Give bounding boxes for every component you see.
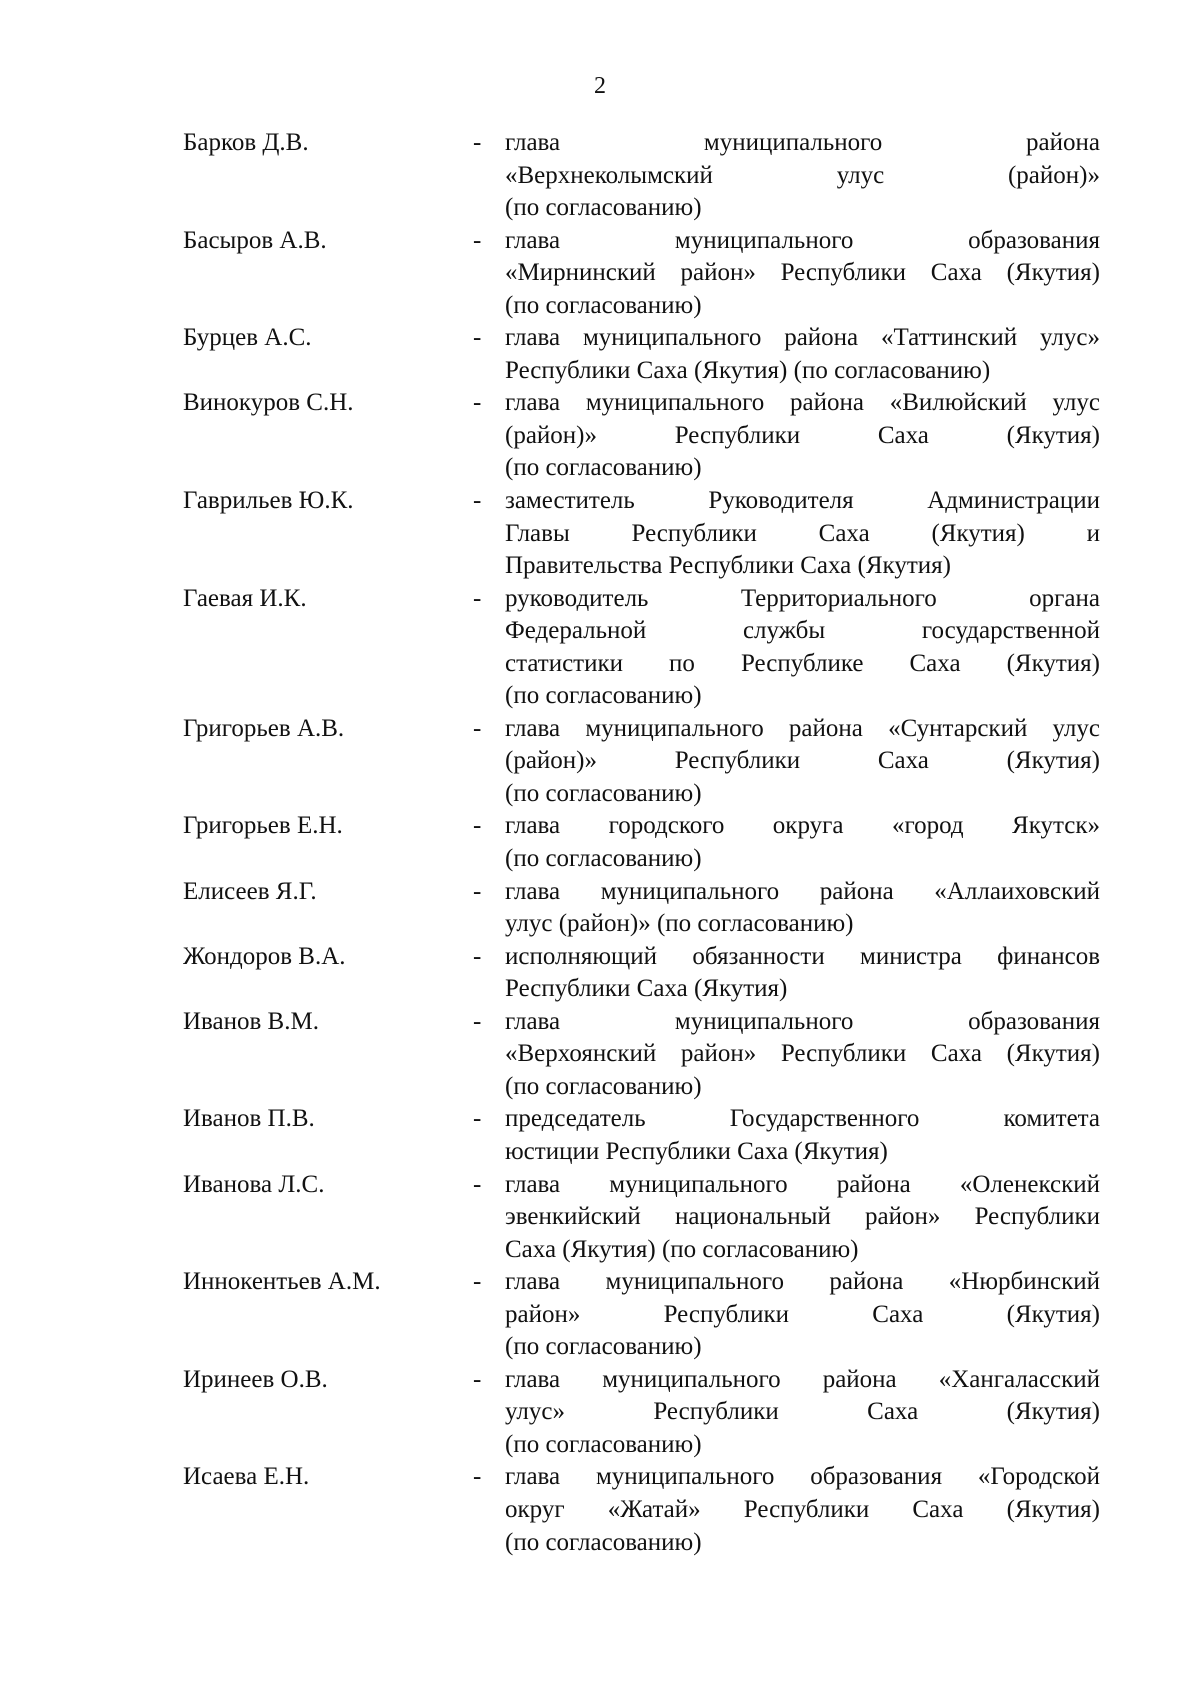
position-line: глава муниципального района «Таттинский улус» — [505, 324, 1100, 352]
position-line: глава муниципального района «Хангаласский — [505, 1365, 1100, 1393]
position-line: (по согласованию) — [505, 291, 702, 319]
member-name: Винокуров С.Н. — [183, 389, 354, 417]
position-line: (по согласованию) — [505, 1430, 702, 1458]
separator-dash: - — [473, 226, 482, 254]
position-line: (по согласованию) — [505, 845, 702, 873]
position-line: улус (район)» (по согласованию) — [505, 910, 854, 938]
position-line: Республики Саха (Якутия) (по согласованию) — [505, 356, 991, 384]
position-line: (район)» Республики Саха (Якутия) — [505, 747, 1100, 775]
member-entry — [0, 941, 1200, 1006]
position-line: (по согласованию) — [505, 1333, 702, 1361]
member-entry — [0, 1103, 1200, 1168]
member-entry — [0, 1006, 1200, 1104]
member-name: Елисеев Я.Г. — [183, 877, 317, 905]
position-line: (район)» Республики Саха (Якутия) — [505, 421, 1100, 449]
position-line: исполняющий обязанности министра финансов — [505, 942, 1100, 970]
separator-dash: - — [473, 1007, 482, 1035]
member-name: Гаевая И.К. — [183, 584, 307, 612]
separator-dash: - — [473, 1170, 482, 1198]
position-line: глава муниципального образования — [505, 1007, 1100, 1035]
position-line: Главы Республики Саха (Якутия) и — [505, 519, 1100, 547]
separator-dash: - — [473, 1268, 482, 1296]
member-position — [505, 941, 1100, 1006]
position-line: глава муниципального района «Нюрбинский — [505, 1268, 1100, 1296]
member-name: Иринеев О.В. — [183, 1365, 328, 1393]
position-line: улус» Республики Саха (Якутия) — [505, 1398, 1100, 1426]
member-entry — [0, 713, 1200, 811]
position-line: глава муниципального района — [505, 129, 1100, 156]
member-position — [505, 583, 1100, 713]
position-line: глава муниципального района «Аллаиховский — [505, 877, 1100, 905]
member-position — [505, 1266, 1100, 1364]
member-entry — [0, 322, 1200, 387]
member-name: Иванова Л.С. — [183, 1170, 325, 1198]
separator-dash: - — [473, 877, 482, 905]
position-line: председатель Государственного комитета — [505, 1105, 1100, 1133]
position-line: (по согласованию) — [505, 1528, 702, 1556]
position-line: глава городского округа «город Якутск» — [505, 812, 1100, 840]
separator-dash: - — [473, 389, 482, 417]
position-line: район» Республики Саха (Якутия) — [505, 1300, 1100, 1328]
member-entry — [0, 876, 1200, 941]
position-line: заместитель Руководителя Администрации — [505, 487, 1100, 515]
position-line: «Мирнинский район» Республики Саха (Якутия) — [505, 259, 1100, 287]
member-position — [505, 713, 1100, 811]
member-position — [505, 387, 1100, 485]
member-name: Григорьев А.В. — [183, 714, 345, 742]
member-position — [505, 322, 1100, 387]
member-entry — [0, 127, 1200, 225]
position-line: юстиции Республики Саха (Якутия) — [505, 1137, 888, 1165]
member-name: Жондоров В.А. — [183, 942, 346, 970]
position-line: Правительства Республики Саха (Якутия) — [505, 552, 951, 580]
member-position — [505, 225, 1100, 323]
member-name: Иванов П.В. — [183, 1105, 315, 1133]
position-line: «Верхнеколымский улус (район)» — [505, 161, 1100, 189]
separator-dash: - — [473, 812, 482, 840]
separator-dash: - — [473, 714, 482, 742]
separator-dash: - — [473, 1463, 482, 1491]
member-position — [505, 876, 1100, 941]
member-position — [505, 1364, 1100, 1462]
separator-dash: - — [473, 584, 482, 612]
separator-dash: - — [473, 129, 482, 156]
member-entry — [0, 387, 1200, 485]
member-position — [505, 485, 1100, 583]
position-line: глава муниципального образования «Городской — [505, 1463, 1100, 1491]
separator-dash: - — [473, 487, 482, 515]
separator-dash: - — [473, 1365, 482, 1393]
member-entry — [0, 1461, 1200, 1559]
member-list — [0, 127, 1200, 1559]
member-name: Басыров А.В. — [183, 226, 327, 254]
member-entry — [0, 1364, 1200, 1462]
position-line: (по согласованию) — [505, 454, 702, 482]
separator-dash: - — [473, 1105, 482, 1133]
member-entry — [0, 583, 1200, 713]
position-line: Республики Саха (Якутия) — [505, 975, 788, 1003]
member-name: Иванов В.М. — [183, 1007, 319, 1035]
position-line: Саха (Якутия) (по согласованию) — [505, 1235, 859, 1263]
member-position — [505, 1006, 1100, 1104]
position-line: глава муниципального района «Оленекский — [505, 1170, 1100, 1198]
member-position — [505, 1103, 1100, 1168]
member-name: Григорьев Е.Н. — [183, 812, 343, 840]
member-position — [505, 127, 1100, 225]
position-line: «Верхоянский район» Республики Саха (Якутия) — [505, 1040, 1100, 1068]
position-line: глава муниципального района «Вилюйский улус — [505, 389, 1100, 417]
position-line: глава муниципального образования — [505, 226, 1100, 254]
position-line: глава муниципального района «Сунтарский улус — [505, 714, 1100, 742]
member-entry — [0, 1266, 1200, 1364]
separator-dash: - — [473, 324, 482, 352]
position-line: (по согласованию) — [505, 194, 702, 222]
member-name: Гаврильев Ю.К. — [183, 487, 354, 515]
member-position — [505, 1169, 1100, 1267]
page-number: 2 — [594, 73, 606, 99]
member-name: Иннокентьев А.М. — [183, 1268, 381, 1296]
position-line: (по согласованию) — [505, 682, 702, 710]
separator-dash: - — [473, 942, 482, 970]
position-line: руководитель Территориального органа — [505, 584, 1100, 612]
position-line: Федеральной службы государственной — [505, 617, 1100, 645]
member-entry — [0, 810, 1200, 875]
position-line: эвенкийский национальный район» Республики — [505, 1203, 1100, 1231]
position-line: округ «Жатай» Республики Саха (Якутия) — [505, 1495, 1100, 1523]
member-entry — [0, 225, 1200, 323]
member-name: Барков Д.В. — [183, 129, 309, 156]
member-name: Бурцев А.С. — [183, 324, 312, 352]
position-line: статистики по Республике Саха (Якутия) — [505, 649, 1100, 677]
position-line: (по согласованию) — [505, 779, 702, 807]
member-entry — [0, 485, 1200, 583]
member-name: Исаева Е.Н. — [183, 1463, 310, 1491]
member-position — [505, 1461, 1100, 1559]
member-entry — [0, 1169, 1200, 1267]
member-position — [505, 810, 1100, 875]
position-line: (по согласованию) — [505, 1072, 702, 1100]
